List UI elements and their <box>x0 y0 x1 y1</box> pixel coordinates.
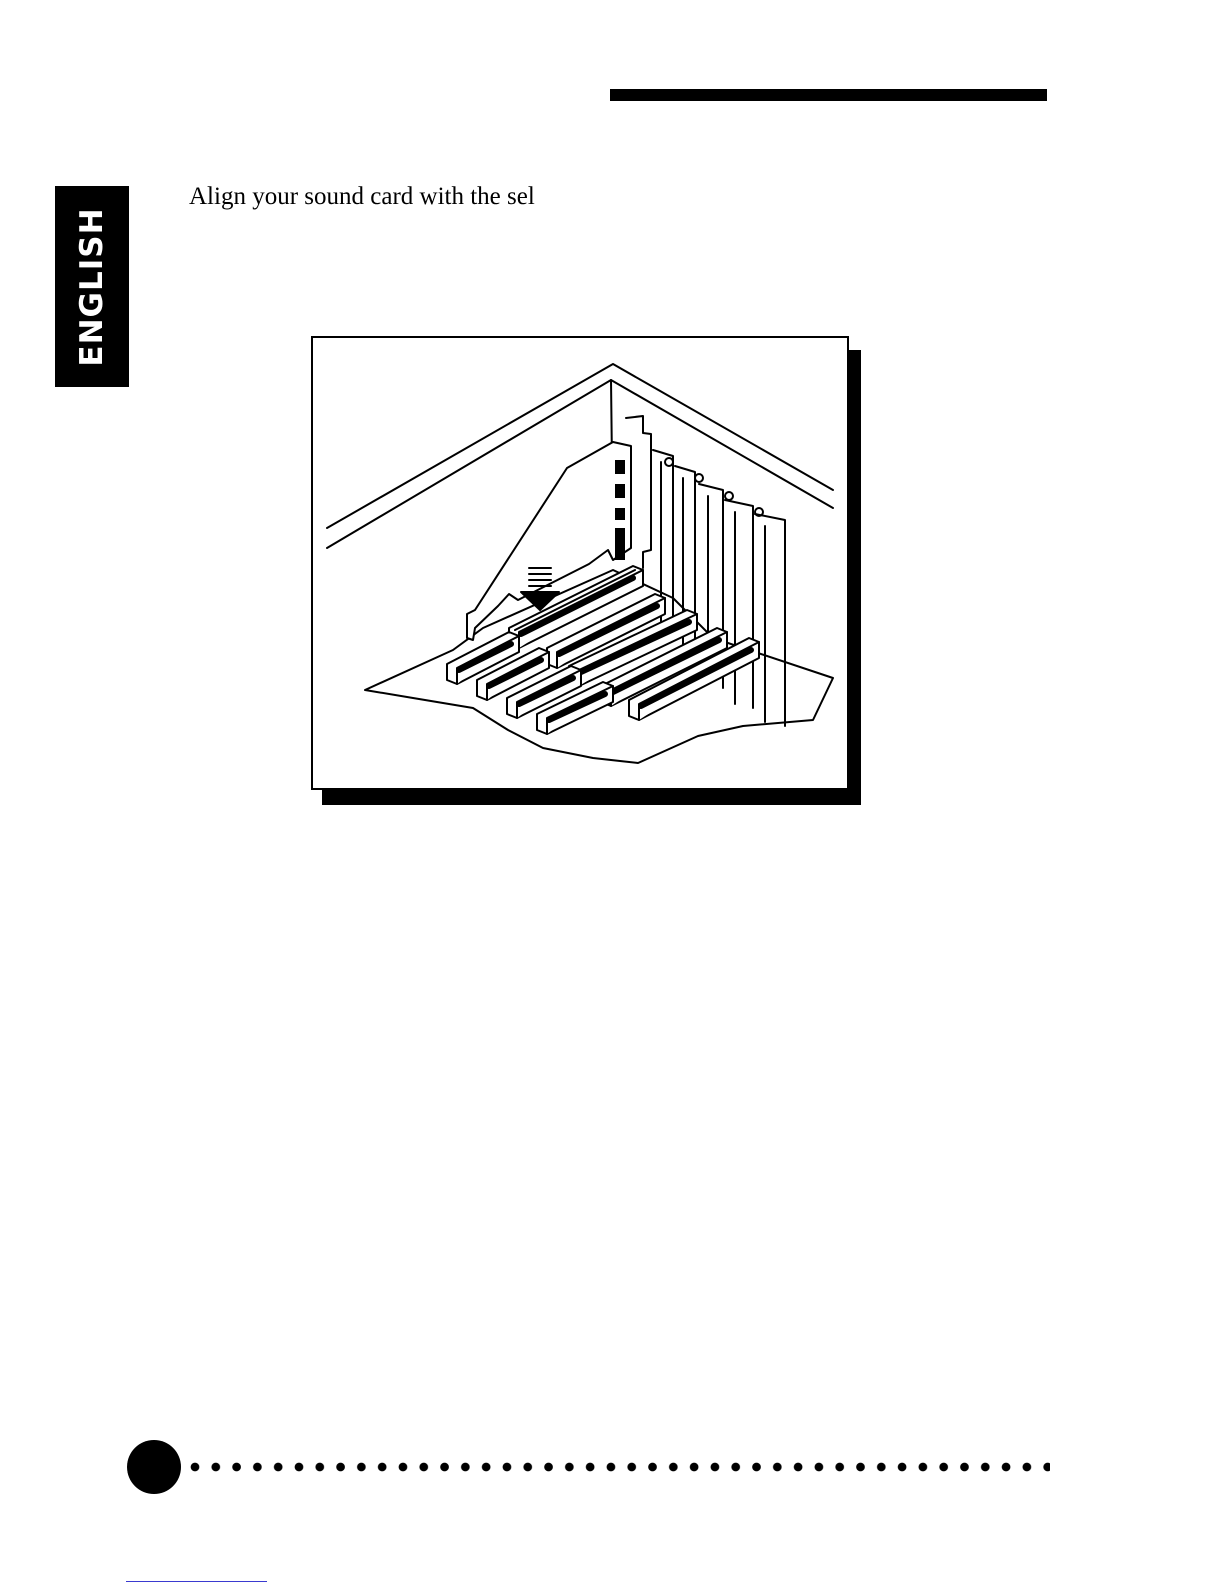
card-slot-illustration <box>313 338 847 788</box>
dotted-footer-rule <box>190 1462 1050 1472</box>
footer-link-underline[interactable] <box>126 1581 267 1582</box>
header-rule <box>610 89 1047 101</box>
installation-figure <box>311 336 849 790</box>
language-tab-label: ENGLISH <box>74 206 110 367</box>
page-marker <box>127 1440 181 1494</box>
instruction-text: Align your sound card with the sel <box>189 183 535 210</box>
language-tab <box>55 186 129 387</box>
